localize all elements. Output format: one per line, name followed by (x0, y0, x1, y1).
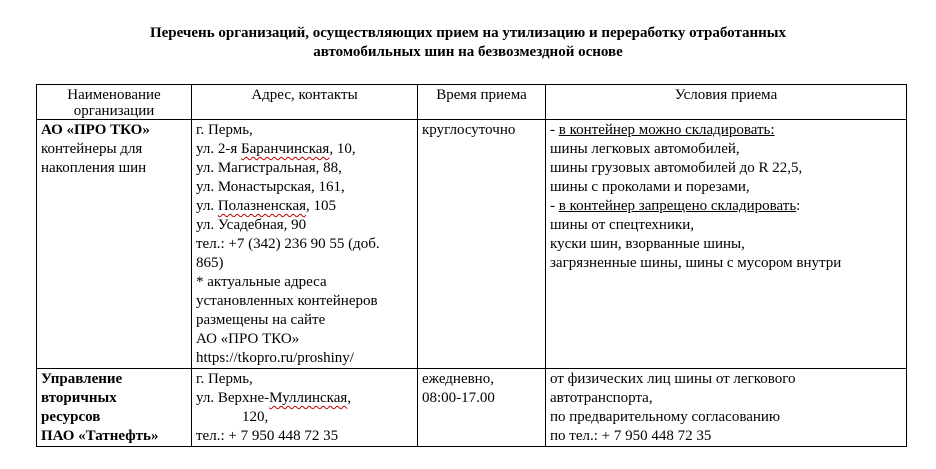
condition-line: автотранспорта, (550, 390, 653, 406)
time-value: ежедневно, (422, 371, 494, 387)
address-house: 120, (242, 409, 269, 425)
address-street: ул. Монастырская, 161, (196, 179, 345, 195)
dash: - (550, 198, 559, 214)
address-street (196, 140, 413, 159)
org-name-line: вторичных (41, 390, 117, 406)
street-name: Муллинская (269, 390, 348, 406)
time-value: 08:00-17.00 (422, 390, 495, 406)
street-prefix: ул. Верхне- (196, 390, 270, 406)
street-name: Полазненская (217, 198, 307, 214)
address-city: г. Пермь, (196, 122, 253, 138)
time-cell (418, 369, 546, 447)
org-description-line: контейнеры для (41, 141, 143, 157)
address-cell (192, 120, 418, 369)
forbidden-item: загрязненные шины, шины с мусором внутри (550, 255, 842, 271)
document-title (0, 24, 936, 62)
org-description-line: накопления шин (41, 160, 147, 176)
allowed-item: шины грузовых автомобилей до R 22,5, (550, 160, 803, 176)
organizations-table (36, 84, 907, 447)
table-header-row (37, 85, 907, 120)
address-note: АО «ПРО ТКО» (196, 331, 300, 347)
street-prefix: ул. (196, 198, 218, 214)
org-name-cell (37, 120, 192, 369)
forbidden-heading-text: в контейнер запрещено складировать (558, 198, 797, 214)
street-suffix: , 105 (306, 198, 337, 214)
address-note: размещены на сайте (196, 312, 326, 328)
header-conditions: Условия приема (546, 85, 907, 120)
address-street: ул. Магистральная, 88, (196, 160, 342, 176)
website-link[interactable]: https://tkopro.ru/proshiny/ (196, 350, 354, 366)
header-time: Время приема (418, 85, 546, 120)
condition-line: от физических лиц шины от легкового (550, 371, 796, 387)
header-address: Адрес, контакты (192, 85, 418, 120)
title-line: автомобильных шин на безвозмездной основе (313, 44, 623, 60)
address-street (196, 389, 413, 408)
time-value: круглосуточно (422, 122, 516, 138)
address-phone: 865) (196, 255, 224, 271)
allowed-item: шины легковых автомобилей, (550, 141, 740, 157)
address-street (196, 197, 413, 216)
street-suffix: , (347, 390, 352, 406)
conditions-cell (546, 369, 907, 447)
address-city: г. Пермь, (196, 371, 253, 387)
org-name-line: ПАО «Татнефть» (41, 428, 159, 444)
forbidden-item: шины от спецтехники, (550, 217, 695, 233)
address-note: * актуальные адреса (196, 274, 327, 290)
address-phone: тел.: + 7 950 448 72 35 (196, 428, 339, 444)
forbidden-item: куски шин, взорванные шины, (550, 236, 745, 252)
table-row (37, 369, 907, 447)
condition-line: по предварительному согласованию (550, 409, 781, 425)
allowed-item: шины с проколами и порезами, (550, 179, 750, 195)
dash: - (550, 122, 559, 138)
org-name-cell (37, 369, 192, 447)
colon: : (796, 198, 801, 214)
allowed-heading-text: в контейнер можно складировать: (558, 122, 775, 138)
forbidden-heading (550, 197, 902, 216)
address-phone: тел.: +7 (342) 236 90 55 (доб. (196, 236, 380, 252)
address-note: установленных контейнеров (196, 293, 378, 309)
address-cell (192, 369, 418, 447)
street-name: Баранчинская (240, 141, 330, 157)
street-prefix: ул. 2-я (196, 141, 241, 157)
address-street: ул. Усадебная, 90 (196, 217, 307, 233)
header-name (37, 85, 192, 120)
condition-line: по тел.: + 7 950 448 72 35 (550, 428, 712, 444)
street-suffix: , 10, (329, 141, 356, 157)
table-row (37, 120, 907, 369)
allowed-heading (550, 121, 902, 140)
conditions-cell (546, 120, 907, 369)
header-name-line: организации (73, 103, 155, 119)
title-line: Перечень организаций, осуществляющих прием на утилизацию и переработку отработанных (149, 25, 786, 41)
org-name: АО «ПРО ТКО» (41, 122, 150, 138)
org-name-line: Управление (41, 371, 123, 387)
header-name-line: Наименование (67, 87, 161, 103)
time-cell (418, 120, 546, 369)
org-name-line: ресурсов (41, 409, 101, 425)
